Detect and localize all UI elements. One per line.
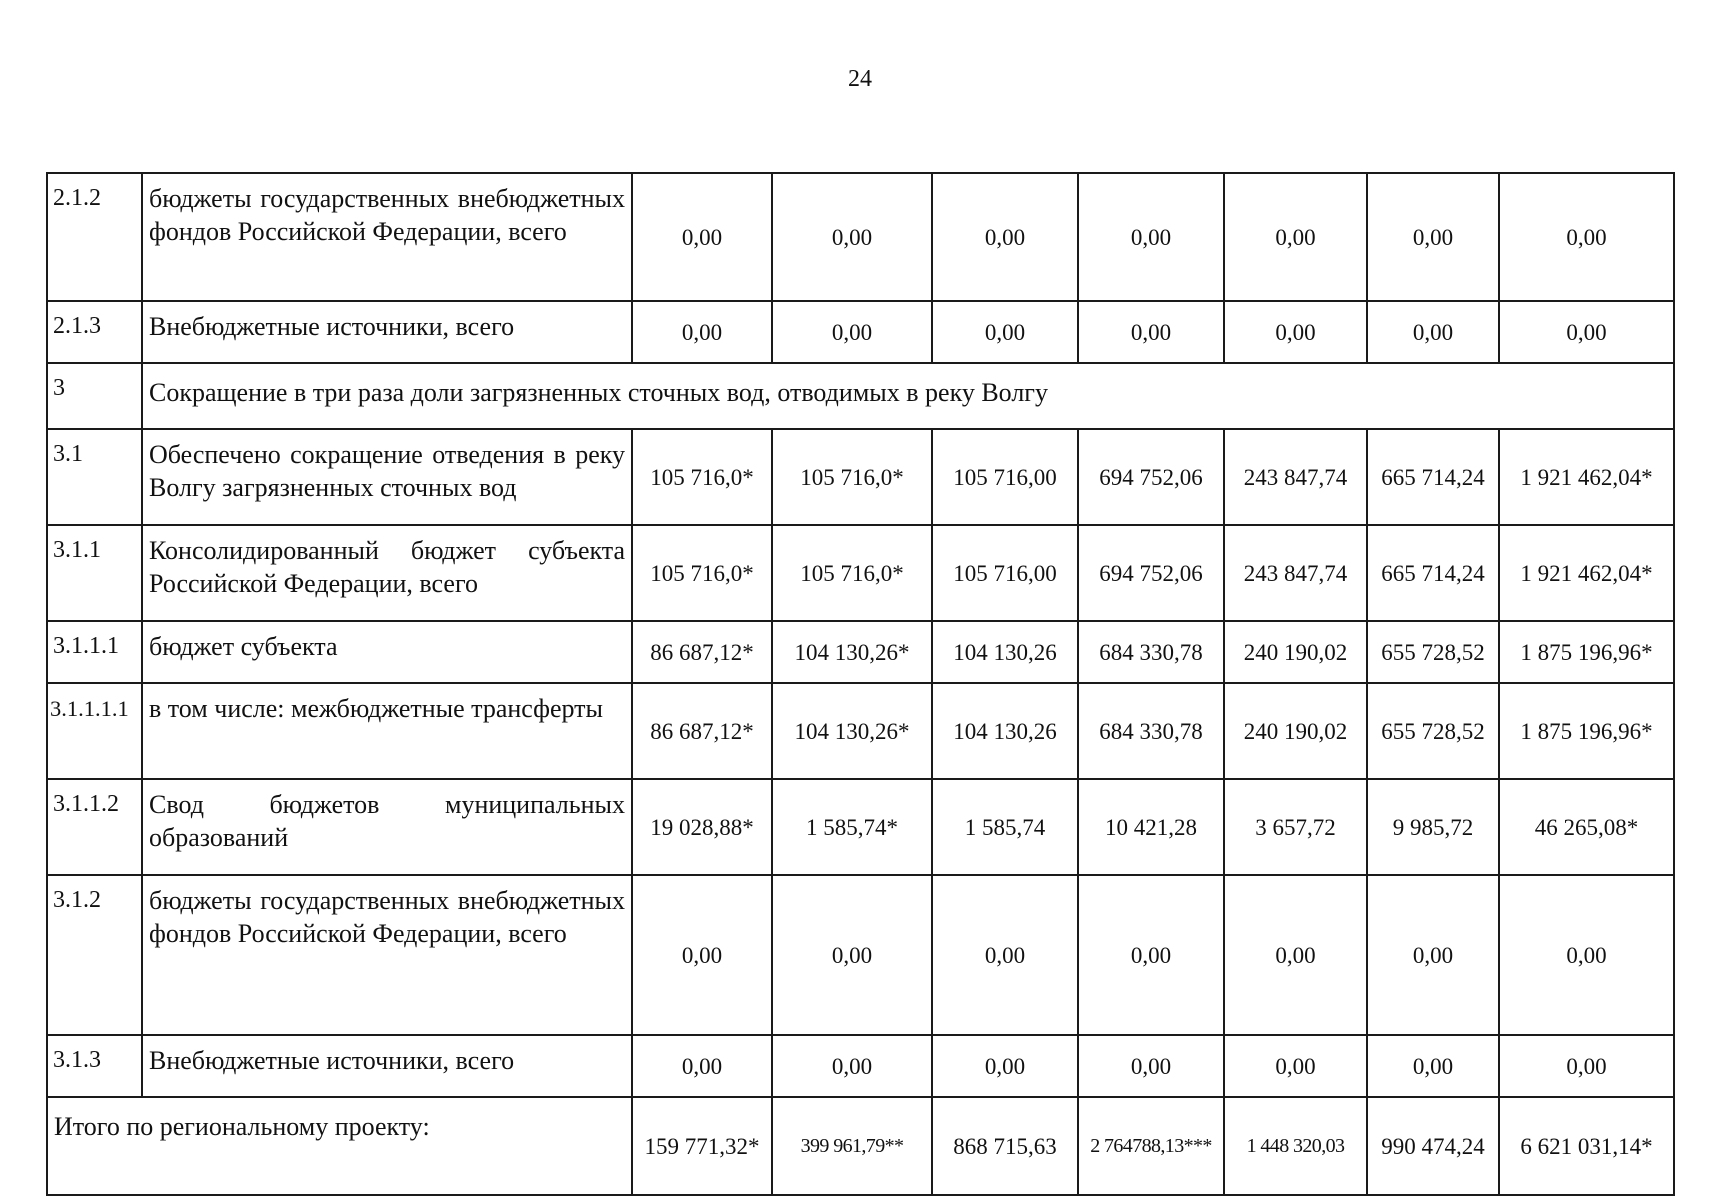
value-cell: 1 921 462,04* [1499, 525, 1674, 621]
value-cell: 86 687,12* [632, 683, 772, 779]
value-cell: 1 585,74* [772, 779, 932, 875]
row-name: Внебюджетные источники, всего [142, 1035, 632, 1097]
row-name: бюджет субъекта [142, 621, 632, 683]
total-label: Итого по региональному проекту: [47, 1097, 632, 1195]
total-value-cell: 159 771,32* [632, 1097, 772, 1195]
value-cell: 0,00 [632, 173, 772, 301]
value-cell: 0,00 [1499, 1035, 1674, 1097]
value-cell: 105 716,0* [772, 525, 932, 621]
value-cell: 46 265,08* [1499, 779, 1674, 875]
row-number: 2.1.2 [47, 173, 142, 301]
table-row [47, 683, 1674, 779]
table-row [47, 429, 1674, 525]
value-cell: 0,00 [1367, 875, 1499, 1035]
value-cell: 104 130,26* [772, 683, 932, 779]
value-cell: 243 847,74 [1224, 429, 1367, 525]
row-number: 3.1.3 [47, 1035, 142, 1097]
value-cell: 104 130,26 [932, 621, 1078, 683]
value-cell: 0,00 [1367, 173, 1499, 301]
value-cell: 0,00 [932, 301, 1078, 363]
page-number: 24 [848, 66, 872, 92]
value-cell: 19 028,88* [632, 779, 772, 875]
value-cell: 0,00 [1224, 1035, 1367, 1097]
value-cell: 0,00 [1224, 875, 1367, 1035]
value-cell: 694 752,06 [1078, 429, 1224, 525]
row-number: 2.1.3 [47, 301, 142, 363]
row-number: 3.1.1.1.1 [47, 683, 142, 779]
value-cell: 243 847,74 [1224, 525, 1367, 621]
row-number: 3 [47, 363, 142, 429]
value-cell: 665 714,24 [1367, 525, 1499, 621]
value-cell: 0,00 [1078, 875, 1224, 1035]
row-name: бюджеты государственных внебюджетных фондов Российской Федерации, всего [142, 875, 632, 1035]
value-cell: 0,00 [772, 173, 932, 301]
value-cell: 684 330,78 [1078, 683, 1224, 779]
table-row [47, 1035, 1674, 1097]
value-cell: 0,00 [1367, 301, 1499, 363]
value-cell: 1 875 196,96* [1499, 621, 1674, 683]
value-cell: 0,00 [1224, 301, 1367, 363]
table-row [47, 779, 1674, 875]
value-cell: 684 330,78 [1078, 621, 1224, 683]
row-name: Внебюджетные источники, всего [142, 301, 632, 363]
value-cell: 105 716,00 [932, 525, 1078, 621]
value-cell: 3 657,72 [1224, 779, 1367, 875]
value-cell: 0,00 [772, 301, 932, 363]
row-number: 3.1.1.1 [47, 621, 142, 683]
value-cell: 0,00 [1078, 301, 1224, 363]
table-row [47, 621, 1674, 683]
total-value-cell: 990 474,24 [1367, 1097, 1499, 1195]
value-cell: 0,00 [1499, 301, 1674, 363]
table-row [47, 301, 1674, 363]
section-title: Сокращение в три раза доли загрязненных сточных вод, отводимых в реку Волгу [142, 363, 1674, 429]
table-row [47, 875, 1674, 1035]
total-value-cell: 6 621 031,14* [1499, 1097, 1674, 1195]
value-cell: 9 985,72 [1367, 779, 1499, 875]
value-cell: 240 190,02 [1224, 683, 1367, 779]
table-row [47, 173, 1674, 301]
value-cell: 105 716,0* [632, 525, 772, 621]
value-cell: 0,00 [1078, 1035, 1224, 1097]
total-row [47, 1097, 1674, 1195]
row-number: 3.1.2 [47, 875, 142, 1035]
value-cell: 10 421,28 [1078, 779, 1224, 875]
value-cell: 105 716,0* [772, 429, 932, 525]
section-header-row [47, 363, 1674, 429]
row-number: 3.1.1.2 [47, 779, 142, 875]
row-name: бюджеты государственных внебюджетных фондов Российской Федерации, всего [142, 173, 632, 301]
value-cell: 0,00 [632, 301, 772, 363]
row-name: Обеспечено сокращение отведения в реку Волгу загрязненных сточных вод [142, 429, 632, 525]
value-cell: 0,00 [932, 875, 1078, 1035]
value-cell: 0,00 [1224, 173, 1367, 301]
value-cell: 0,00 [1078, 173, 1224, 301]
value-cell: 665 714,24 [1367, 429, 1499, 525]
value-cell: 0,00 [1499, 173, 1674, 301]
value-cell: 0,00 [632, 875, 772, 1035]
value-cell: 105 716,0* [632, 429, 772, 525]
value-cell: 0,00 [632, 1035, 772, 1097]
total-value-cell: 2 764788,13*** [1078, 1097, 1224, 1195]
row-number: 3.1 [47, 429, 142, 525]
row-name: в том числе: межбюджетные трансферты [142, 683, 632, 779]
value-cell: 1 875 196,96* [1499, 683, 1674, 779]
row-name: Консолидированный бюджет субъекта Российской Федерации, всего [142, 525, 632, 621]
value-cell: 1 921 462,04* [1499, 429, 1674, 525]
value-cell: 0,00 [772, 875, 932, 1035]
value-cell: 0,00 [1499, 875, 1674, 1035]
total-value-cell: 399 961,79** [772, 1097, 932, 1195]
value-cell: 0,00 [932, 1035, 1078, 1097]
table-row [47, 525, 1674, 621]
value-cell: 1 585,74 [932, 779, 1078, 875]
total-value-cell: 868 715,63 [932, 1097, 1078, 1195]
value-cell: 0,00 [932, 173, 1078, 301]
value-cell: 104 130,26* [772, 621, 932, 683]
value-cell: 655 728,52 [1367, 621, 1499, 683]
total-value-cell: 1 448 320,03 [1224, 1097, 1367, 1195]
value-cell: 86 687,12* [632, 621, 772, 683]
value-cell: 0,00 [1367, 1035, 1499, 1097]
budget-table [46, 172, 1675, 1196]
value-cell: 0,00 [772, 1035, 932, 1097]
value-cell: 105 716,00 [932, 429, 1078, 525]
value-cell: 655 728,52 [1367, 683, 1499, 779]
row-number: 3.1.1 [47, 525, 142, 621]
value-cell: 104 130,26 [932, 683, 1078, 779]
value-cell: 694 752,06 [1078, 525, 1224, 621]
value-cell: 240 190,02 [1224, 621, 1367, 683]
row-name: Свод бюджетов муниципальных образований [142, 779, 632, 875]
